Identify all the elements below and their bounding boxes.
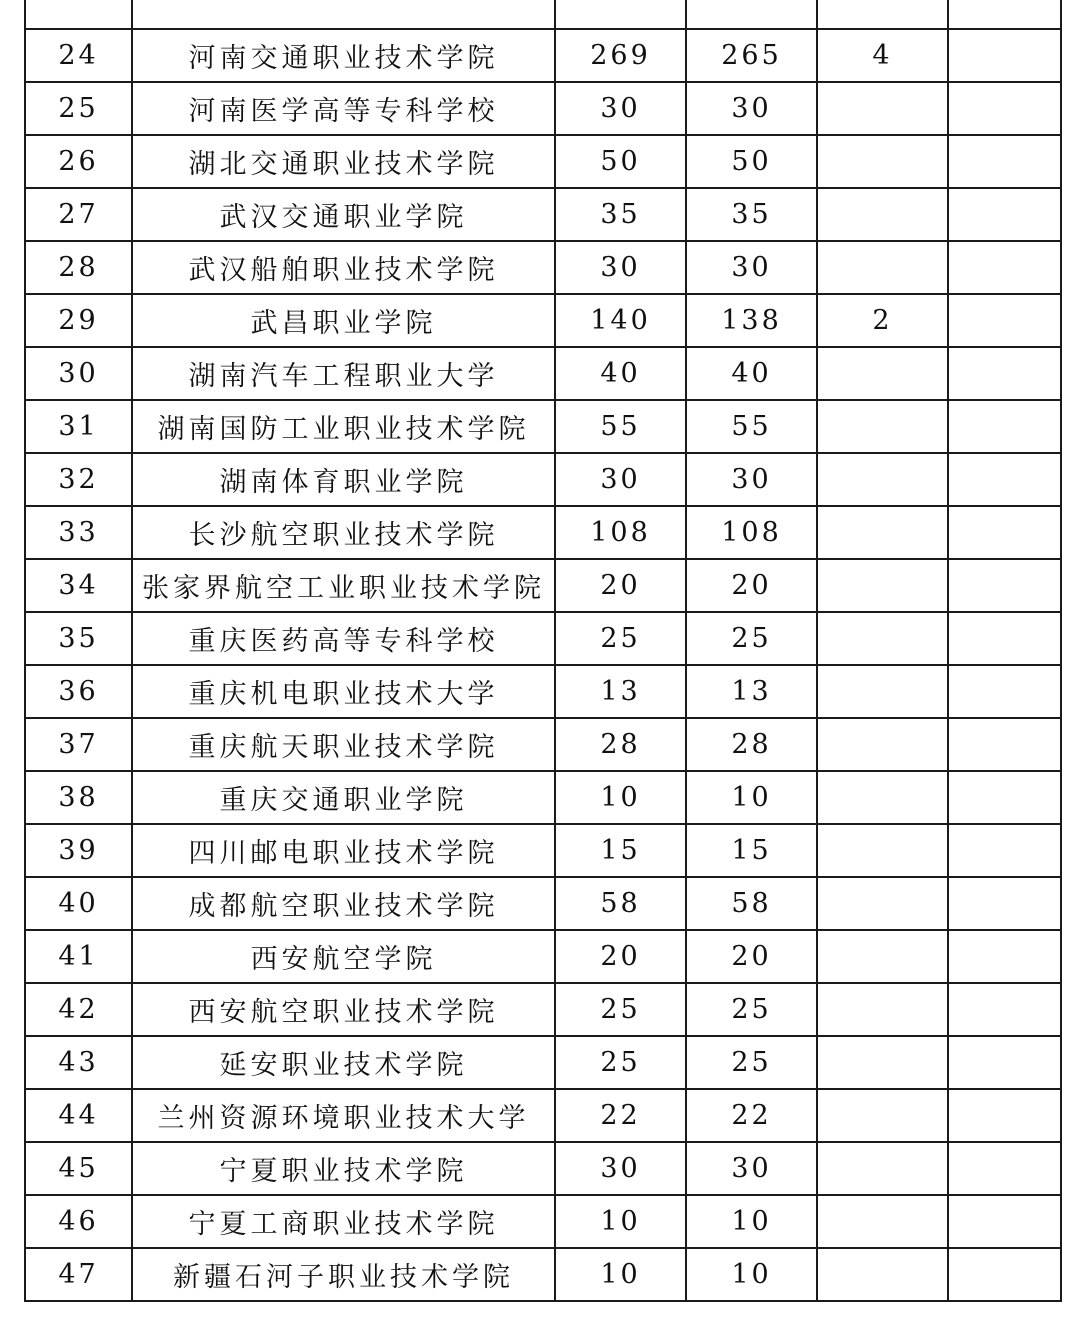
cell-col-3 [817, 1142, 948, 1195]
cell-col-3 [817, 877, 948, 930]
cell-col-1: 50 [555, 135, 686, 188]
cell-seq: 26 [25, 135, 132, 188]
cell-seq: 29 [25, 294, 132, 347]
cell-seq: 40 [25, 877, 132, 930]
cell-col-2: 40 [686, 347, 817, 400]
cell-col-2: 30 [686, 241, 817, 294]
cell-col-1: 30 [555, 82, 686, 135]
table-row [25, 29, 1061, 82]
cell-seq: 46 [25, 1195, 132, 1248]
cell-col-1: 30 [555, 241, 686, 294]
cell-seq: 43 [25, 1036, 132, 1089]
cell-col-3 [817, 559, 948, 612]
cell-school-name: 西安航空学院 [132, 930, 555, 983]
cell-col-2: 13 [686, 665, 817, 718]
table-row-partial [25, 0, 1061, 29]
cell-col-1: 25 [555, 612, 686, 665]
cell-col-1: 13 [555, 665, 686, 718]
cell-school-name: 西安航空职业技术学院 [132, 983, 555, 1036]
cell-col-1: 22 [555, 1089, 686, 1142]
cell-col-4 [948, 347, 1061, 400]
cell-col-3 [817, 1248, 948, 1301]
cell-col-1: 20 [555, 559, 686, 612]
cell-col-1: 25 [555, 1036, 686, 1089]
cell-col-4 [948, 1036, 1061, 1089]
cell-col-1: 269 [555, 29, 686, 82]
cell-col-2: 25 [686, 983, 817, 1036]
cell-school-name: 重庆航天职业技术学院 [132, 718, 555, 771]
cell-col-4 [948, 1195, 1061, 1248]
cell-school-name: 重庆机电职业技术大学 [132, 665, 555, 718]
cell-col-3 [817, 1195, 948, 1248]
cell-col-3 [817, 400, 948, 453]
cell-seq: 42 [25, 983, 132, 1036]
cell-col-1: 10 [555, 1248, 686, 1301]
cell-school-name: 武昌职业学院 [132, 294, 555, 347]
table-row [25, 1089, 1061, 1142]
cell-col-1: 30 [555, 453, 686, 506]
cell-col-2: 20 [686, 559, 817, 612]
cell-col-3 [817, 1036, 948, 1089]
cell-school-name: 河南交通职业技术学院 [132, 29, 555, 82]
cell-col-3 [817, 241, 948, 294]
table-row [25, 559, 1061, 612]
table-body [25, 0, 1061, 1301]
cell-col-4 [948, 0, 1061, 29]
cell-col-3 [817, 718, 948, 771]
cell-col-4 [948, 665, 1061, 718]
cell-col-1 [555, 0, 686, 29]
cell-school-name [132, 0, 555, 29]
table-row [25, 771, 1061, 824]
cell-col-3 [817, 347, 948, 400]
cell-seq: 45 [25, 1142, 132, 1195]
cell-col-2: 10 [686, 1248, 817, 1301]
cell-col-3 [817, 188, 948, 241]
cell-school-name: 新疆石河子职业技术学院 [132, 1248, 555, 1301]
cell-col-3 [817, 824, 948, 877]
cell-col-3 [817, 0, 948, 29]
table-row [25, 1248, 1061, 1301]
cell-col-1: 28 [555, 718, 686, 771]
table-row [25, 400, 1061, 453]
cell-school-name: 武汉交通职业学院 [132, 188, 555, 241]
cell-col-4 [948, 559, 1061, 612]
table-row [25, 824, 1061, 877]
cell-col-4 [948, 718, 1061, 771]
table-row [25, 135, 1061, 188]
cell-col-2: 25 [686, 1036, 817, 1089]
cell-col-1: 10 [555, 771, 686, 824]
cell-col-3 [817, 665, 948, 718]
cell-col-1: 30 [555, 1142, 686, 1195]
cell-col-3 [817, 930, 948, 983]
cell-school-name: 成都航空职业技术学院 [132, 877, 555, 930]
cell-col-1: 10 [555, 1195, 686, 1248]
table-row [25, 294, 1061, 347]
table-row [25, 1195, 1061, 1248]
cell-col-4 [948, 506, 1061, 559]
cell-seq: 27 [25, 188, 132, 241]
cell-seq: 33 [25, 506, 132, 559]
cell-seq: 37 [25, 718, 132, 771]
cell-col-2: 55 [686, 400, 817, 453]
cell-col-1: 140 [555, 294, 686, 347]
cell-school-name: 湖北交通职业技术学院 [132, 135, 555, 188]
cell-seq: 36 [25, 665, 132, 718]
table-row [25, 983, 1061, 1036]
cell-seq: 30 [25, 347, 132, 400]
cell-col-2: 10 [686, 1195, 817, 1248]
cell-col-4 [948, 771, 1061, 824]
cell-col-2: 108 [686, 506, 817, 559]
cell-col-3 [817, 453, 948, 506]
cell-seq: 34 [25, 559, 132, 612]
enrollment-table-container [24, 0, 1060, 1302]
table-row [25, 612, 1061, 665]
table-row [25, 241, 1061, 294]
cell-seq: 44 [25, 1089, 132, 1142]
cell-school-name: 湖南国防工业职业技术学院 [132, 400, 555, 453]
cell-seq: 31 [25, 400, 132, 453]
cell-seq [25, 0, 132, 29]
cell-col-4 [948, 877, 1061, 930]
cell-col-2: 30 [686, 1142, 817, 1195]
cell-col-2: 15 [686, 824, 817, 877]
cell-col-3 [817, 135, 948, 188]
cell-seq: 24 [25, 29, 132, 82]
enrollment-table [24, 0, 1062, 1302]
cell-col-2: 25 [686, 612, 817, 665]
cell-col-4 [948, 188, 1061, 241]
cell-seq: 25 [25, 82, 132, 135]
cell-col-2: 30 [686, 82, 817, 135]
cell-col-1: 40 [555, 347, 686, 400]
cell-school-name: 河南医学高等专科学校 [132, 82, 555, 135]
cell-col-3 [817, 1089, 948, 1142]
cell-col-2: 58 [686, 877, 817, 930]
table-row [25, 877, 1061, 930]
cell-school-name: 湖南体育职业学院 [132, 453, 555, 506]
table-row [25, 453, 1061, 506]
table-row [25, 1036, 1061, 1089]
cell-school-name: 四川邮电职业技术学院 [132, 824, 555, 877]
cell-col-2: 50 [686, 135, 817, 188]
table-row [25, 1142, 1061, 1195]
cell-col-4 [948, 983, 1061, 1036]
cell-col-4 [948, 82, 1061, 135]
cell-col-2: 20 [686, 930, 817, 983]
table-row [25, 718, 1061, 771]
cell-col-3 [817, 983, 948, 1036]
cell-col-2: 35 [686, 188, 817, 241]
cell-col-2 [686, 0, 817, 29]
cell-col-1: 25 [555, 983, 686, 1036]
cell-school-name: 重庆医药高等专科学校 [132, 612, 555, 665]
cell-col-3 [817, 506, 948, 559]
cell-col-3: 4 [817, 29, 948, 82]
cell-seq: 28 [25, 241, 132, 294]
cell-seq: 38 [25, 771, 132, 824]
table-row [25, 506, 1061, 559]
cell-school-name: 宁夏职业技术学院 [132, 1142, 555, 1195]
cell-seq: 41 [25, 930, 132, 983]
cell-col-4 [948, 400, 1061, 453]
cell-col-1: 55 [555, 400, 686, 453]
cell-col-4 [948, 29, 1061, 82]
cell-school-name: 兰州资源环境职业技术大学 [132, 1089, 555, 1142]
cell-col-2: 28 [686, 718, 817, 771]
cell-school-name: 长沙航空职业技术学院 [132, 506, 555, 559]
cell-col-3 [817, 612, 948, 665]
cell-seq: 47 [25, 1248, 132, 1301]
cell-col-4 [948, 930, 1061, 983]
cell-seq: 32 [25, 453, 132, 506]
table-row [25, 188, 1061, 241]
cell-col-4 [948, 1248, 1061, 1301]
cell-col-4 [948, 241, 1061, 294]
cell-col-2: 10 [686, 771, 817, 824]
cell-school-name: 宁夏工商职业技术学院 [132, 1195, 555, 1248]
cell-col-2: 30 [686, 453, 817, 506]
cell-school-name: 湖南汽车工程职业大学 [132, 347, 555, 400]
cell-col-4 [948, 135, 1061, 188]
cell-col-1: 15 [555, 824, 686, 877]
cell-col-4 [948, 294, 1061, 347]
cell-school-name: 延安职业技术学院 [132, 1036, 555, 1089]
table-row [25, 347, 1061, 400]
cell-col-4 [948, 824, 1061, 877]
cell-col-2: 265 [686, 29, 817, 82]
cell-col-3: 2 [817, 294, 948, 347]
cell-col-1: 58 [555, 877, 686, 930]
cell-col-1: 35 [555, 188, 686, 241]
cell-col-3 [817, 82, 948, 135]
cell-col-2: 138 [686, 294, 817, 347]
table-row [25, 82, 1061, 135]
cell-school-name: 张家界航空工业职业技术学院 [132, 559, 555, 612]
cell-col-4 [948, 1142, 1061, 1195]
cell-col-4 [948, 1089, 1061, 1142]
table-row [25, 665, 1061, 718]
cell-col-3 [817, 771, 948, 824]
cell-seq: 35 [25, 612, 132, 665]
cell-col-1: 20 [555, 930, 686, 983]
cell-school-name: 重庆交通职业学院 [132, 771, 555, 824]
cell-school-name: 武汉船舶职业技术学院 [132, 241, 555, 294]
cell-seq: 39 [25, 824, 132, 877]
cell-col-1: 108 [555, 506, 686, 559]
cell-col-4 [948, 612, 1061, 665]
cell-col-4 [948, 453, 1061, 506]
table-row [25, 930, 1061, 983]
cell-col-2: 22 [686, 1089, 817, 1142]
